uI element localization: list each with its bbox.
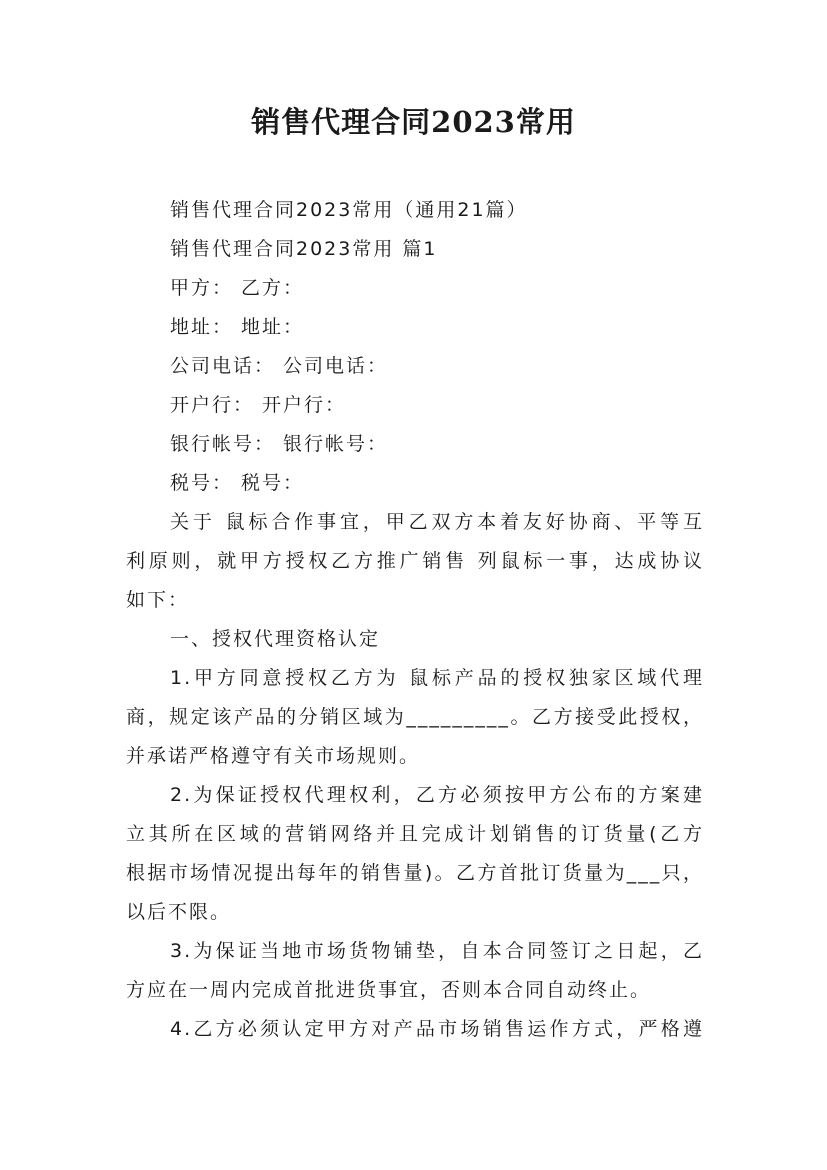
phone-line: 公司电话： 公司电话：	[170, 355, 389, 377]
paragraph-line: 以后不限。	[126, 901, 232, 923]
paragraph-line: 利原则，就甲方授权乙方推广销售 列鼠标一事，达成协议	[126, 550, 704, 572]
document-body	[126, 191, 704, 1049]
party-line: 甲方： 乙方：	[170, 277, 305, 299]
clause-heading: 一、授权代理资格认定	[170, 628, 381, 650]
paragraph-line: 根据市场情况提出每年的销售量)。乙方首批订货量为___只，	[126, 862, 704, 884]
bank-line: 开户行： 开户行：	[170, 394, 347, 416]
tax-line: 税号： 税号：	[170, 472, 305, 494]
paragraph-line: 关于 鼠标合作事宜，甲乙双方本着友好协商、平等互	[170, 511, 704, 533]
paragraph-line: 如下：	[126, 589, 190, 611]
subtitle-line: 销售代理合同2023常用（通用21篇）	[170, 199, 528, 221]
paragraph-line: 3.为保证当地市场货物铺垫，自本合同签订之日起，乙	[170, 940, 704, 962]
paragraph-line: 商，规定该产品的分销区域为_________。乙方接受此授权，	[126, 706, 704, 728]
paragraph-line: 1.甲方同意授权乙方为 鼠标产品的授权独家区域代理	[170, 667, 704, 689]
paragraph-line: 4.乙方必须认定甲方对产品市场销售运作方式，严格遵	[170, 1018, 704, 1040]
paragraph-line: 方应在一周内完成首批进货事宜，否则本合同自动终止。	[126, 979, 652, 1001]
document-title: 销售代理合同2023常用	[251, 105, 576, 139]
address-line: 地址： 地址：	[170, 316, 305, 338]
paragraph-line: 2.为保证授权代理权利，乙方必须按甲方公布的方案建	[170, 784, 704, 806]
account-line: 银行帐号： 银行帐号：	[170, 433, 389, 455]
paragraph-line: 立其所在区域的营销网络并且完成计划销售的订货量(乙方	[126, 823, 704, 845]
paragraph-line: 并承诺严格遵守有关市场规则。	[126, 745, 421, 767]
section-heading: 销售代理合同2023常用 篇1	[170, 238, 438, 260]
